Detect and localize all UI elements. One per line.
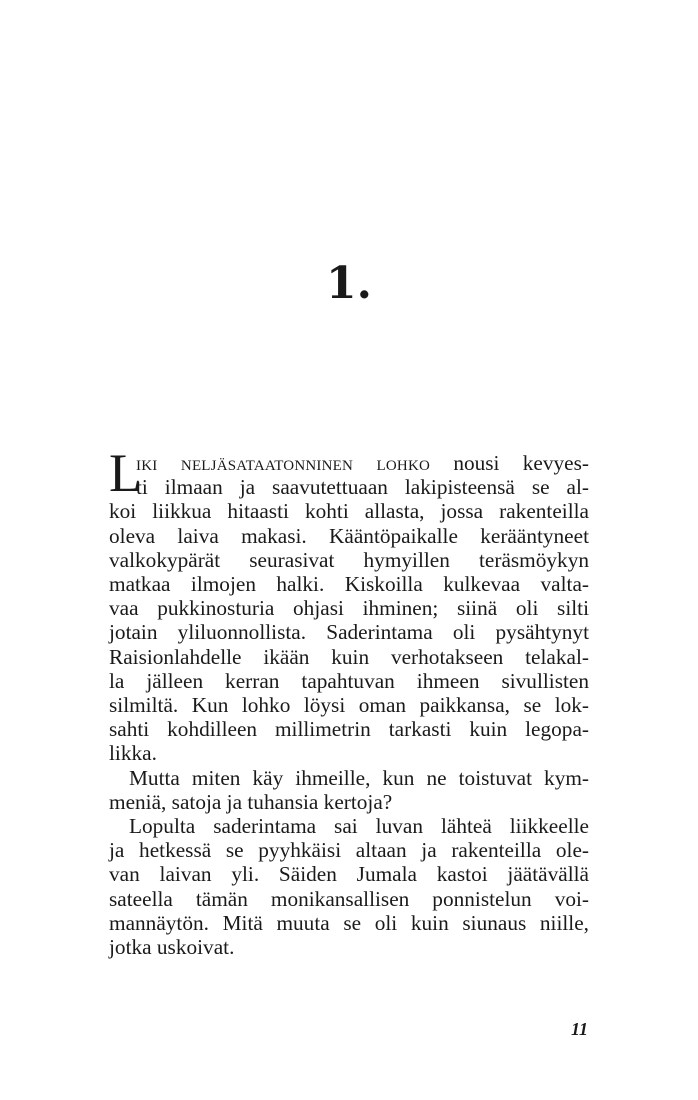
text-line: matkaa ilmojen halki. Kiskoilla kulkevaa valta- — [109, 572, 589, 597]
text-line: sateella tämän monikansallisen ponnistelun voi- — [109, 886, 589, 911]
text-line: jotka uskoivat. — [109, 935, 235, 960]
text-line: mannäytön. Mitä muuta se oli kuin siunaus niille, — [109, 910, 589, 935]
text-fragment: nousi kevyes- — [430, 451, 589, 475]
chapter-number: 1. — [326, 258, 372, 309]
text-line: sahti kohdilleen millimetrin tarkasti kuin legopa- — [109, 717, 589, 742]
text-line: koi liikkua hitaasti kohti allasta, jossa rakenteilla — [109, 499, 589, 524]
text-line: van laivan yli. Säiden Jumala kastoi jäätävällä — [109, 862, 589, 887]
opening-small-caps: iki neljäsataatonninen lohko — [136, 451, 431, 475]
page-number: 11 — [570, 1019, 588, 1039]
text-line: likka. — [109, 741, 157, 766]
text-line: jotain yliluonnollista. Saderintama oli pysähtynyt — [109, 620, 589, 645]
text-line: Mutta miten käy ihmeille, kun ne toistuvat kym- — [129, 765, 589, 790]
drop-cap: L — [109, 443, 142, 503]
text-line: meniä, satoja ja tuhansia kertoja? — [109, 789, 393, 814]
text-line: Lopulta saderintama sai luvan lähteä liikkeelle — [129, 814, 589, 839]
text-line: ti ilmaan ja saavutettuaan lakipisteensä se al- — [136, 475, 589, 500]
text-line: Raisionlahdelle ikään kuin verhotakseen telakal- — [109, 644, 589, 669]
chapter-body-text — [109, 443, 589, 960]
text-line: valkokypärät seurasivat hymyillen teräsmöykyn — [109, 547, 589, 572]
text-line: oleva laiva makasi. Kääntöpaikalle kerääntyneet — [109, 523, 589, 548]
text-line: silmiltä. Kun lohko löysi oman paikkansa, se lok- — [109, 693, 589, 718]
text-line: ja hetkessä se pyyhkäisi altaan ja rakenteilla ole- — [109, 838, 589, 863]
text-line: la jälleen kerran tapahtuvan ihmeen sivullisten — [109, 668, 589, 693]
text-line: vaa pukkinosturia ohjasi ihminen; siinä oli silti — [109, 596, 589, 621]
